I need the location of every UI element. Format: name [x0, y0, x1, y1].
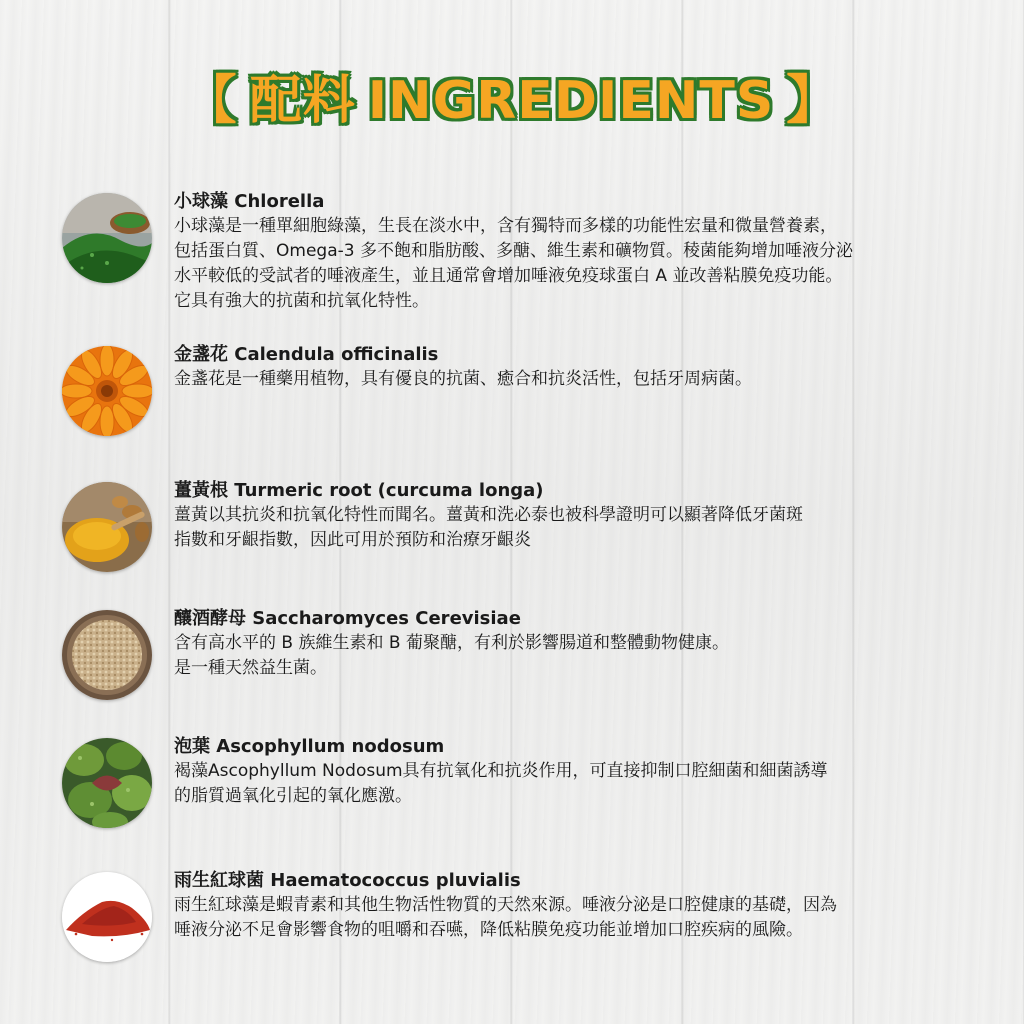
ingredient-name: 薑黃根 Turmeric root (curcuma longa) — [174, 480, 544, 501]
ingredient-description: 小球藻是一種單細胞綠藻，生長在淡水中，含有獨特而多樣的功能性宏量和微量營養素， 包括蛋白質、Omega-3 多不飽和脂肪酸、多醣、維生素和礦物質。稜菌能夠增加唾液分泌 水平較低的受試者的唾液產生，並且通常會增加唾液免疫球蛋白 A 並改善粘膜免疫功能。 它具有強大的抗菌和抗氧化特性。 — [174, 216, 853, 311]
ingredient-name: 雨生紅球菌 Haematococcus pluvialis — [174, 870, 521, 891]
title-en: INGREDIENTS — [367, 71, 775, 131]
ingredient-description: 含有高水平的 B 族維生素和 B 葡聚醣，有利於影響腸道和整體動物健康。 是一種天然益生菌。 — [174, 633, 729, 678]
ingredient-description: 薑黃以其抗炎和抗氧化特性而聞名。薑黃和洗必泰也被科學證明可以顯著降低牙菌斑 指數和牙齦指數，因此可用於預防和治療牙齦炎 — [174, 505, 803, 550]
ingredient-name: 釀酒酵母 Saccharomyces Cerevisiae — [174, 608, 521, 629]
title-close-bracket: 】 — [786, 71, 840, 131]
calendula-flower-image — [62, 346, 152, 436]
ingredient-description: 褐藻Ascophyllum Nodosum具有抗氧化和抗炎作用，可直接抑制口腔細菌和細菌誘導 的脂質過氧化引起的氧化應激。 — [174, 761, 828, 806]
ingredient-name: 泡葉 Ascophyllum nodosum — [174, 736, 445, 757]
turmeric-root-image — [62, 482, 152, 572]
chlorella-powder-image — [62, 193, 152, 283]
title-open-bracket: 【 — [184, 71, 238, 131]
title-zh: 配料 — [249, 71, 356, 131]
ingredient-description: 雨生紅球藻是蝦青素和其他生物活性物質的天然來源。唾液分泌是口腔健康的基礎，因為 唾液分泌不足會影響食物的咀嚼和吞嚥，降低粘膜免疫功能並增加口腔疾病的風險。 — [174, 895, 837, 940]
ingredient-description: 金盞花是一種藥用植物，具有優良的抗菌、癒合和抗炎活性，包括牙周病菌。 — [174, 369, 752, 389]
page-title — [0, 58, 1024, 133]
yeast-granules-image — [62, 610, 152, 700]
ingredient-name: 金盞花 Calendula officinalis — [174, 344, 439, 365]
red-powder-image — [62, 872, 152, 962]
ingredient-name: 小球藻 Chlorella — [174, 191, 325, 212]
seaweed-image — [62, 738, 152, 828]
